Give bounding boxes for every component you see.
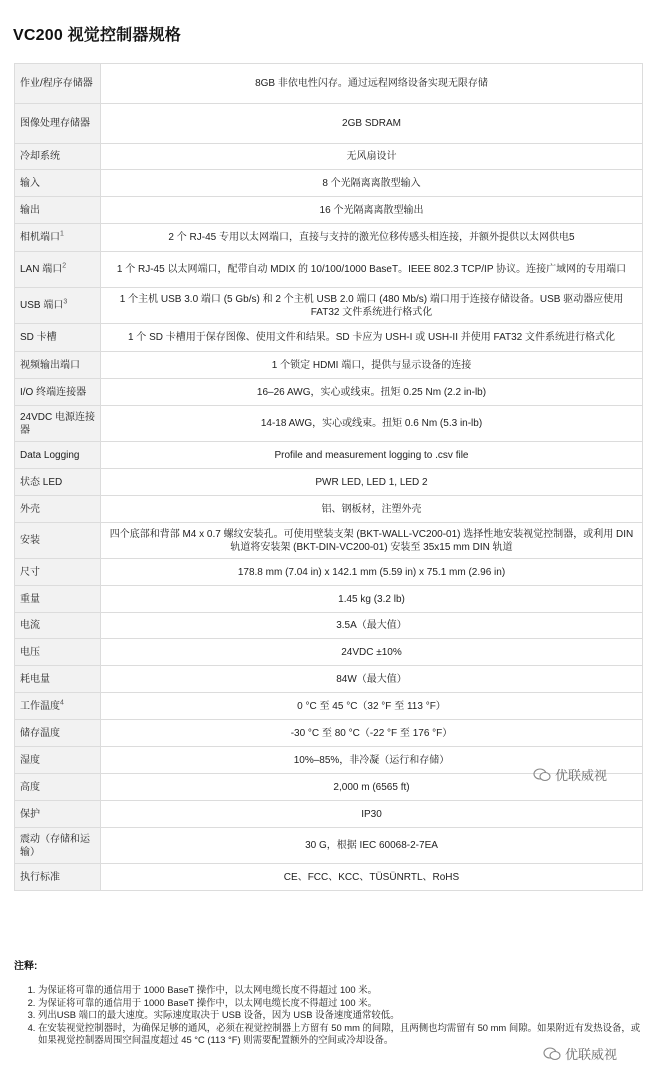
spec-value: 10%–85%，非冷凝（运行和存储） — [101, 747, 643, 774]
spec-row — [15, 144, 643, 170]
spec-key-text: 尺寸 — [20, 566, 40, 578]
spec-key-text: 储存温度 — [20, 727, 60, 739]
spec-row — [15, 586, 643, 613]
spec-value: 四个底部和背部 M4 x 0.7 螺纹安装孔。可使用壁装支架 (BKT-WALL-VC200-01) 选择性地安装视觉控制器，或利用 DIN 轨道将安装架 (BKT-DIN-VC200-01) 安装至 35x15 mm DIN 轨道 — [101, 523, 643, 559]
spec-key — [15, 828, 101, 864]
spec-key-text: 冷却系统 — [20, 151, 60, 162]
spec-value: 3.5A（最大值） — [101, 613, 643, 639]
watermark-text: 优联威视 — [555, 768, 608, 783]
spec-key-text: 重量 — [20, 593, 40, 605]
spec-row — [15, 224, 643, 252]
spec-row — [15, 379, 643, 406]
spec-row — [15, 801, 643, 828]
spec-row — [15, 288, 643, 324]
spec-key-text: 执行标准 — [20, 871, 60, 883]
spec-key-text: 电流 — [20, 620, 40, 631]
footnote-ref: 3 — [63, 298, 68, 306]
spec-key — [15, 288, 101, 324]
spec-key — [15, 144, 101, 170]
spec-value: 0 °C 至 45 °C（32 °F 至 113 °F） — [101, 693, 643, 720]
spec-row — [15, 693, 643, 720]
spec-key — [15, 747, 101, 774]
spec-key — [15, 352, 101, 379]
note-item: 4. 在安装视觉控制器时，为确保足够的通风，必须在视觉控制器上方留有 50 mm 的间隙，且两侧也均需留有 50 mm 间隙。如果附近有发热设备，或如果视觉控制器周围空间温度超过 45 °C (113 °F) 则需要配置额外的空间或冷却设备。 — [38, 1022, 644, 1047]
spec-value: 1 个 RJ-45 以太网端口，配带自动 MDIX 的 10/100/1000 BaseT。IEEE 802.3 TCP/IP 协议。连接广域网的专用端口 — [101, 252, 643, 288]
spec-key-text: LAN 端口 — [20, 264, 63, 275]
spec-key — [15, 469, 101, 496]
spec-value: 1 个主机 USB 3.0 端口 (5 Gb/s) 和 2 个主机 USB 2.0 端口 (480 Mb/s) 端口用于连接存储设备。USB 驱动器应使用 FAT32 文件系统进行格式化 — [101, 288, 643, 324]
spec-key — [15, 197, 101, 224]
spec-key — [15, 559, 101, 586]
spec-value: 30 G，根据 IEC 60068-2-7EA — [101, 828, 643, 864]
note-item: 1. 为保证将可靠的通信用于 1000 BaseT 操作中，以太网电缆长度不得超过 100 米。 — [38, 984, 644, 997]
spec-key-text: I/O 终端连接器 — [20, 386, 87, 398]
spec-row — [15, 559, 643, 586]
spec-value: 2 个 RJ-45 专用以太网端口，直接与支持的激光位移传感头相连接，并额外提供以太网供电5 — [101, 224, 643, 252]
spec-key — [15, 64, 101, 104]
spec-key — [15, 252, 101, 288]
spec-key — [15, 379, 101, 406]
spec-key-text: 视频输出端口 — [20, 359, 80, 371]
spec-value: IP30 — [101, 801, 643, 828]
spec-row — [15, 828, 643, 864]
spec-key-text: Data Logging — [20, 449, 80, 461]
spec-key-text: 输出 — [20, 204, 40, 216]
spec-row — [15, 64, 643, 104]
notes-title: 注释: — [14, 961, 38, 972]
footnote-ref: 2 — [62, 262, 67, 270]
spec-row — [15, 352, 643, 379]
spec-row — [15, 104, 643, 144]
spec-key-text: 湿度 — [20, 754, 40, 766]
spec-key — [15, 406, 101, 442]
spec-value: 1 个锁定 HDMI 端口，提供与显示设备的连接 — [101, 352, 643, 379]
spec-value: 16 个光隔离离散型输出 — [101, 197, 643, 224]
spec-key-text: 保护 — [20, 808, 40, 820]
spec-row — [15, 613, 643, 639]
note-item: 3. 列出USB 端口的最大速度。实际速度取决于 USB 设备，因为 USB 设备速度通常较低。 — [38, 1009, 644, 1022]
spec-key — [15, 442, 101, 469]
spec-key — [15, 774, 101, 801]
spec-key-text: 24VDC 电源连接器 — [20, 411, 96, 436]
spec-key — [15, 170, 101, 197]
spec-value: 1.45 kg (3.2 lb) — [101, 586, 643, 613]
spec-key-text: 相机端口 — [20, 232, 60, 243]
watermark-bottom — [543, 1044, 617, 1063]
spec-key — [15, 801, 101, 828]
spec-key — [15, 864, 101, 891]
spec-key-text: 输入 — [20, 177, 40, 189]
spec-value: 铝、钢板材，注塑外壳 — [101, 496, 643, 523]
spec-row — [15, 864, 643, 891]
watermark — [533, 765, 607, 784]
spec-value: 16–26 AWG，实心或线束。扭矩 0.25 Nm (2.2 in-lb) — [101, 379, 643, 406]
spec-row — [15, 252, 643, 288]
wechat-icon — [543, 1047, 561, 1061]
spec-key — [15, 104, 101, 144]
spec-key — [15, 496, 101, 523]
spec-value: 2,000 m (6565 ft) — [101, 774, 643, 801]
spec-value: 无风扇设计 — [101, 144, 643, 170]
spec-key — [15, 613, 101, 639]
wechat-icon — [533, 768, 551, 782]
spec-value: CE、FCC、KCC、TÜSÜNRTL、RoHS — [101, 864, 643, 891]
spec-row — [15, 496, 643, 523]
spec-key — [15, 523, 101, 559]
spec-row — [15, 639, 643, 666]
spec-value: 2GB SDRAM — [101, 104, 643, 144]
spec-key — [15, 693, 101, 720]
spec-row — [15, 523, 643, 559]
spec-key — [15, 586, 101, 613]
spec-value: 8 个光隔离离散型输入 — [101, 170, 643, 197]
spec-row — [15, 720, 643, 747]
spec-value: PWR LED, LED 1, LED 2 — [101, 469, 643, 496]
footnote-ref: 4 — [60, 699, 64, 707]
footnote-ref: 1 — [60, 230, 64, 238]
note-item: 2. 为保证将可靠的通信用于 1000 BaseT 操作中，以太网电缆长度不得超过 100 米。 — [38, 997, 644, 1010]
spec-row — [15, 170, 643, 197]
spec-row — [15, 666, 643, 693]
notes-list — [14, 984, 644, 1047]
spec-value: 178.8 mm (7.04 in) x 142.1 mm (5.59 in) x 75.1 mm (2.96 in) — [101, 559, 643, 586]
spec-key-text: 震动（存储和运输） — [20, 833, 90, 858]
spec-key — [15, 720, 101, 747]
spec-key — [15, 639, 101, 666]
spec-key-text: SD 卡槽 — [20, 332, 57, 343]
spec-key — [15, 324, 101, 352]
watermark-text: 优联威视 — [565, 1047, 618, 1062]
spec-key-text: 安装 — [20, 535, 40, 546]
spec-row — [15, 469, 643, 496]
spec-key-text: 图像处理存储器 — [20, 118, 90, 129]
spec-key-text: 作业/程序存储器 — [20, 78, 93, 89]
spec-row — [15, 324, 643, 352]
spec-key-text: USB 端口 — [20, 300, 64, 311]
spec-key — [15, 224, 101, 252]
spec-key-text: 外壳 — [20, 503, 40, 515]
spec-value: 14-18 AWG，实心或线束。扭矩 0.6 Nm (5.3 in-lb) — [101, 406, 643, 442]
spec-value: 84W（最大值） — [101, 666, 643, 693]
spec-value: 24VDC ±10% — [101, 639, 643, 666]
spec-key-text: 电压 — [20, 646, 40, 658]
spec-row — [15, 442, 643, 469]
spec-key-text: 状态 LED — [20, 476, 63, 488]
spec-row — [15, 197, 643, 224]
spec-value: -30 °C 至 80 °C（-22 °F 至 176 °F） — [101, 720, 643, 747]
page-title: VC200 视觉控制器规格 — [13, 27, 181, 44]
spec-key-text: 耗电量 — [20, 673, 50, 685]
spec-value: 8GB 非依电性闪存。通过远程网络设备实现无限存储 — [101, 64, 643, 104]
spec-row — [15, 406, 643, 442]
spec-key-text: 工作温度 — [20, 700, 60, 712]
spec-key-text: 高度 — [20, 781, 40, 793]
spec-value: 1 个 SD 卡槽用于保存图像、使用文件和结果。SD 卡应为 USH-I 或 USH-II 并使用 FAT32 文件系统进行格式化 — [101, 324, 643, 352]
spec-value: Profile and measurement logging to .csv file — [101, 442, 643, 469]
spec-key — [15, 666, 101, 693]
